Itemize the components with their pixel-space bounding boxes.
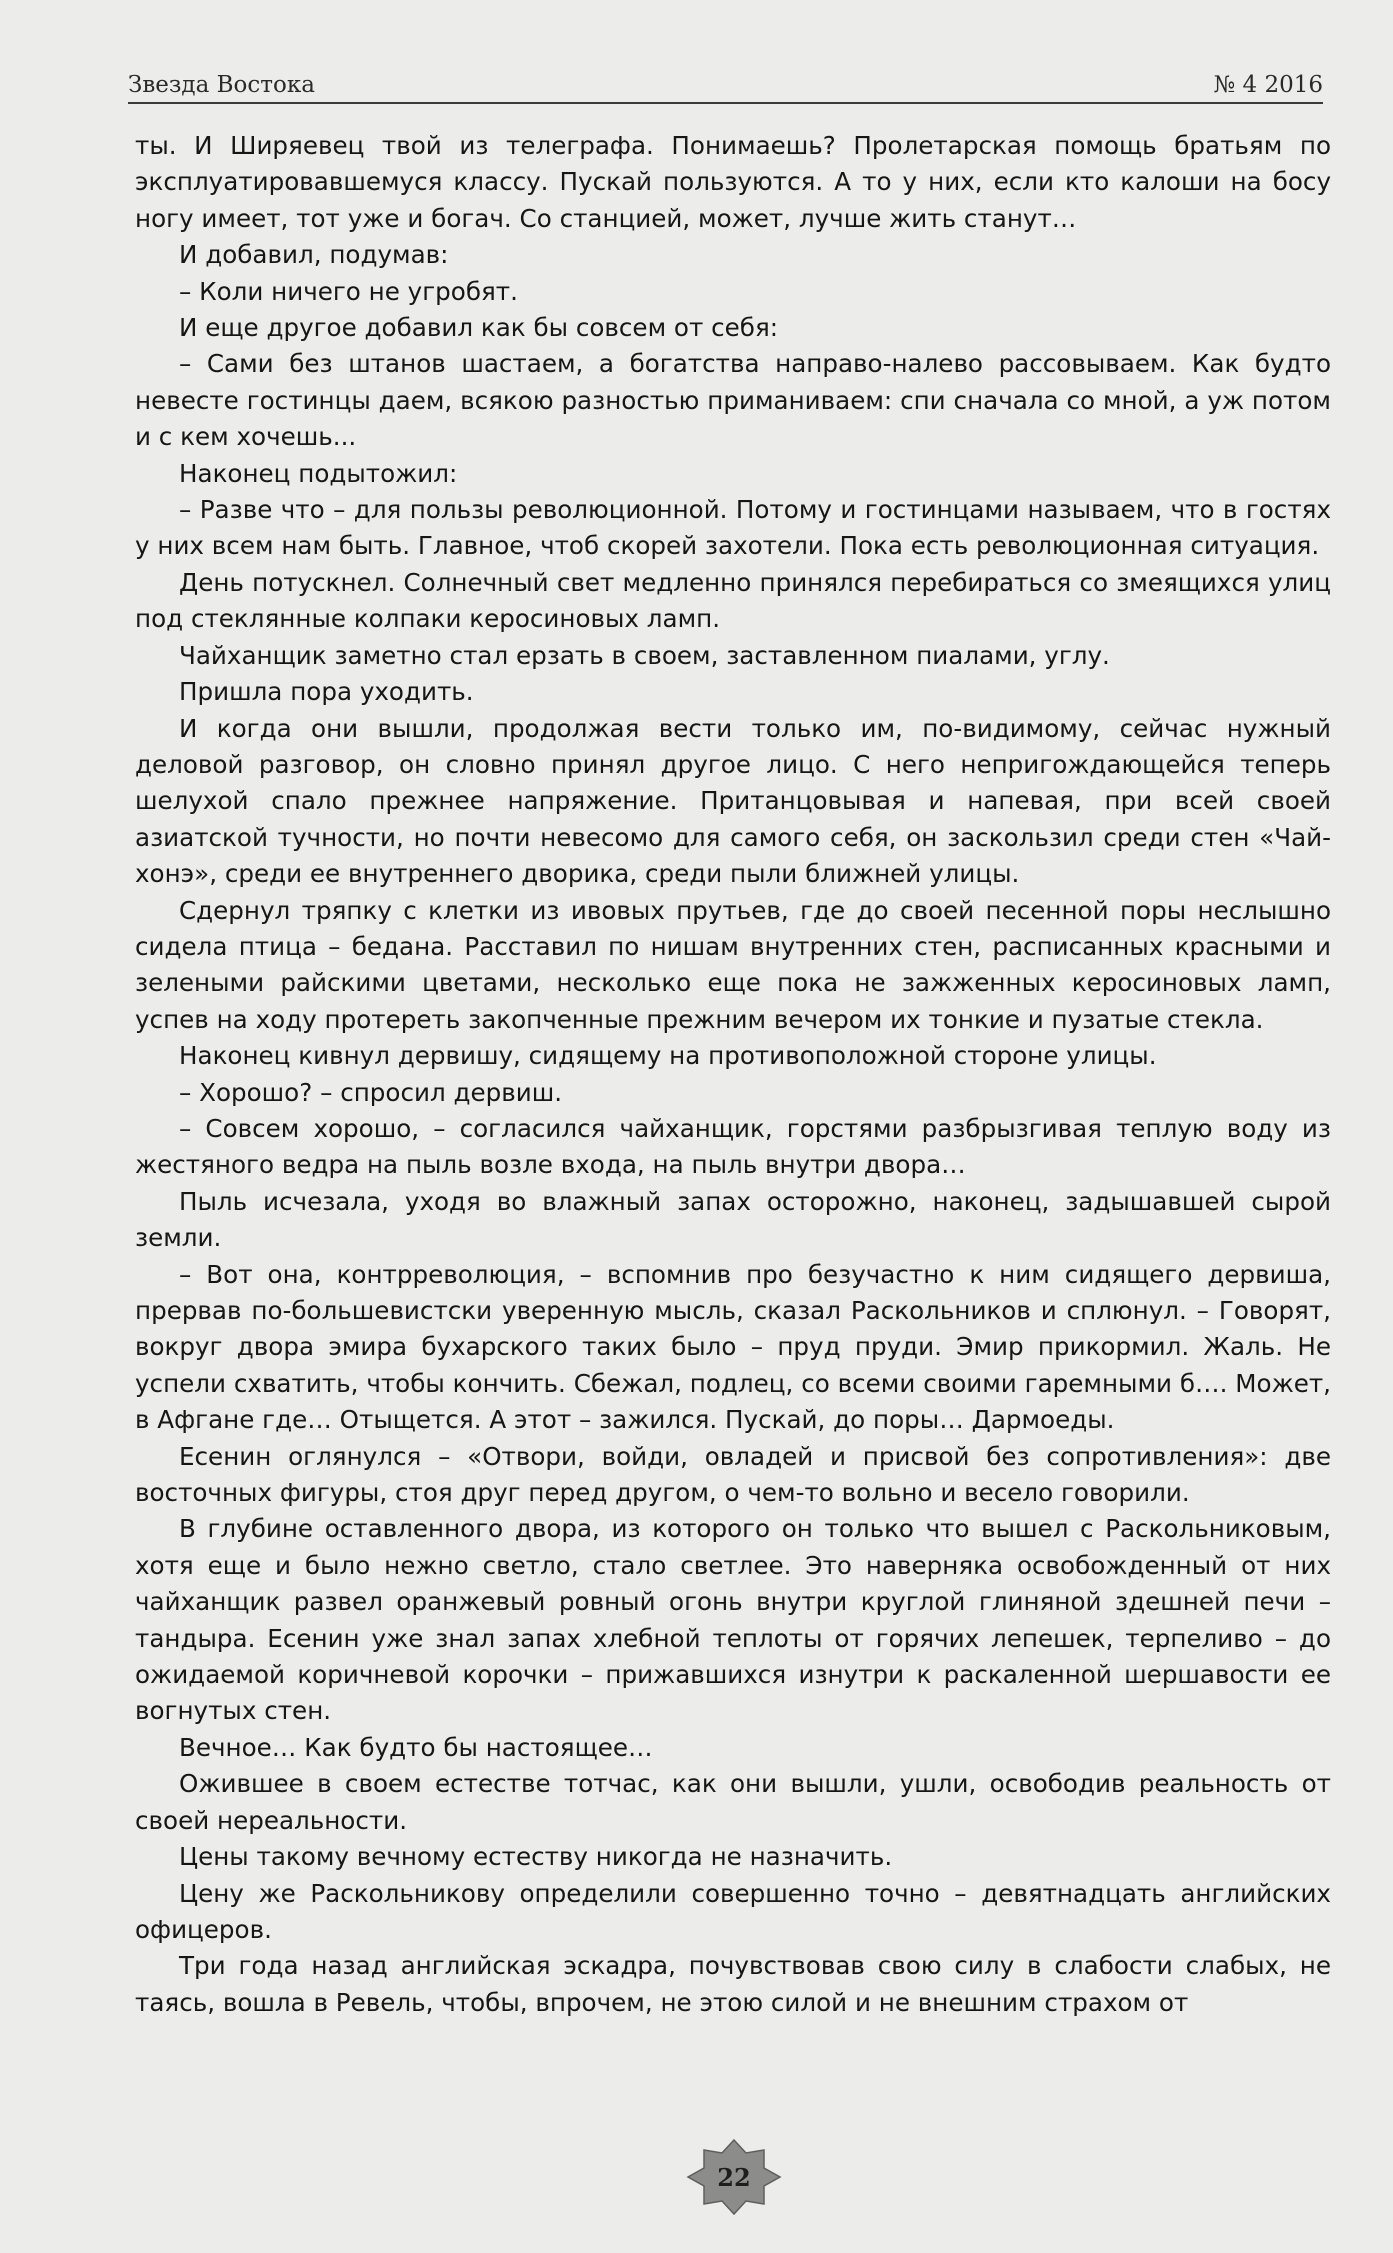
issue-number: № 4 2016 (1213, 72, 1323, 98)
paragraph: Пыль исчезала, уходя во влажный запах осторожно, наконец, задышавшей сырой земли. (135, 1186, 1331, 1253)
paragraph: Сдернул тряпку с клетки из ивовых прутьев, где до своей песенной поры неслышно сидела птица – бедана. Расставил по нишам внутренних стен, расписанных красными и зелеными райскими цветами, несколько еще пока не зажженных керосиновых ламп, успев на ходу протереть закопченные прежним вечером их тонкие и пузатые стекла. (135, 895, 1331, 1034)
paragraph: Чайханщик заметно стал ерзать в своем, заставленном пиалами, углу. (179, 640, 1110, 670)
paragraph: Цену же Раскольникову определили совершенно точно – девятнадцать английских офицеров. (135, 1878, 1331, 1944)
page-number-badge (686, 2138, 782, 2216)
paragraph: – Совсем хорошо, – согласился чайханщик, горстями разбрызгивая теплую воду из жестяного ведра на пыль возле входа, на пыль внутри двора… (135, 1113, 1331, 1180)
paragraph: Вечное… Как будто бы настоящее… (179, 1732, 653, 1762)
paragraph: – Разве что – для пользы революционной. Потому и гостинцами называем, что в гостях у них всем нам быть. Главное, чтоб скорей захотели. Пока есть революционная ситуация. (135, 495, 1331, 561)
paragraph: Цены такому вечному естеству никогда не назначить. (179, 1842, 893, 1872)
paragraph: Есенин оглянулся – «Отвори, войди, овладей и присвой без сопротивления»: две восточных фигуры, стоя друг перед другом, о чем-то вольно и весело говорили. (135, 1441, 1331, 1508)
paragraph: – Коли ничего не угробят. (179, 276, 518, 306)
running-header (128, 62, 1323, 104)
paragraph: В глубине оставленного двора, из которого он только что вышел с Раскольниковым, хотя еще и было нежно светло, стало светлее. Это наверняка освобожденный от них чайханщик развел оранжевый ровный огонь внутри круглой глиняной здешней печи – тандыра. Есенин уже знал запах хлебной теплоты от горячих лепешек, терпеливо – до ожидаемой коричневой корочки – прижавшихся изнутри к раскаленной шершавости ее вогнутых стен. (135, 1514, 1331, 1726)
paragraph: И добавил, подумав: (179, 240, 449, 270)
paragraph: Ожившее в своем естестве тотчас, как они вышли, ушли, освободив реальность от своей нереальности. (135, 1769, 1331, 1835)
paragraph: – Сами без штанов шастаем, а богатства направо-налево рассовываем. Как будто невесте гостинцы даем, всякою разностью приманиваем: спи сначала со мной, а уж потом и с кем хочешь... (135, 349, 1331, 452)
paragraph: – Хорошо? – спросил дервиш. (179, 1077, 563, 1107)
paragraph: И когда они вышли, продолжая вести только им, по-видимому, сейчас нужный деловой разговор, он словно принял другое лицо. С него непригождающейся теперь шелухой спало прежнее напряжение. Пританцовывая и напевая, при всей своей азиатской тучности, но почти невесомо для самого себя, он заскользил среди стен «Чай-хонэ», среди ее внутреннего дворика, среди пыли ближней улицы. (135, 713, 1331, 889)
paragraph: ты. И Ширяевец твой из телеграфа. Понимаешь? Пролетарская помощь братьям по эксплуатировавшемуся классу. Пускай пользуются. А то у них, если кто калоши на босу ногу имеет, тот уже и богач. Со станцией, может, лучше жить станут… (135, 131, 1331, 233)
paragraph: День потускнел. Солнечный свет медленно принялся перебираться со змеящихся улиц под стеклянные колпаки керосиновых ламп. (135, 567, 1331, 634)
paragraph: – Вот она, контрреволюция, – вспомнив про безучастно к ним сидящего дервиша, прервав по-большевистски уверенную мысль, сказал Раскольников и сплюнул. – Говорят, вокруг двора эмира бухарского таких было – пруд пруди. Эмир прикормил. Жаль. Не успели схватить, чтобы кончить. Сбежал, подлец, со всеми своими гаремными б…. Может, в Афгане где… Отыщется. А этот – зажился. Пускай, до поры… Дармоеды. (135, 1259, 1331, 1435)
paragraph: Наконец подытожил: (179, 458, 458, 488)
paragraph: Пришла пора уходить. (179, 677, 474, 707)
paragraph: Наконец кивнул дервишу, сидящему на противоположной стороне улицы. (179, 1041, 1157, 1071)
body-text (135, 128, 1331, 2021)
paragraph: И еще другое добавил как бы совсем от себя: (179, 313, 779, 343)
journal-title: Звезда Востока (128, 72, 315, 98)
paragraph: Три года назад английская эскадра, почувствовав свою силу в слабости слабых, не таясь, вошла в Ревель, чтобы, впрочем, не этою силой и не внешним страхом от (135, 1951, 1331, 2017)
page-number: 22 (717, 2162, 751, 2192)
